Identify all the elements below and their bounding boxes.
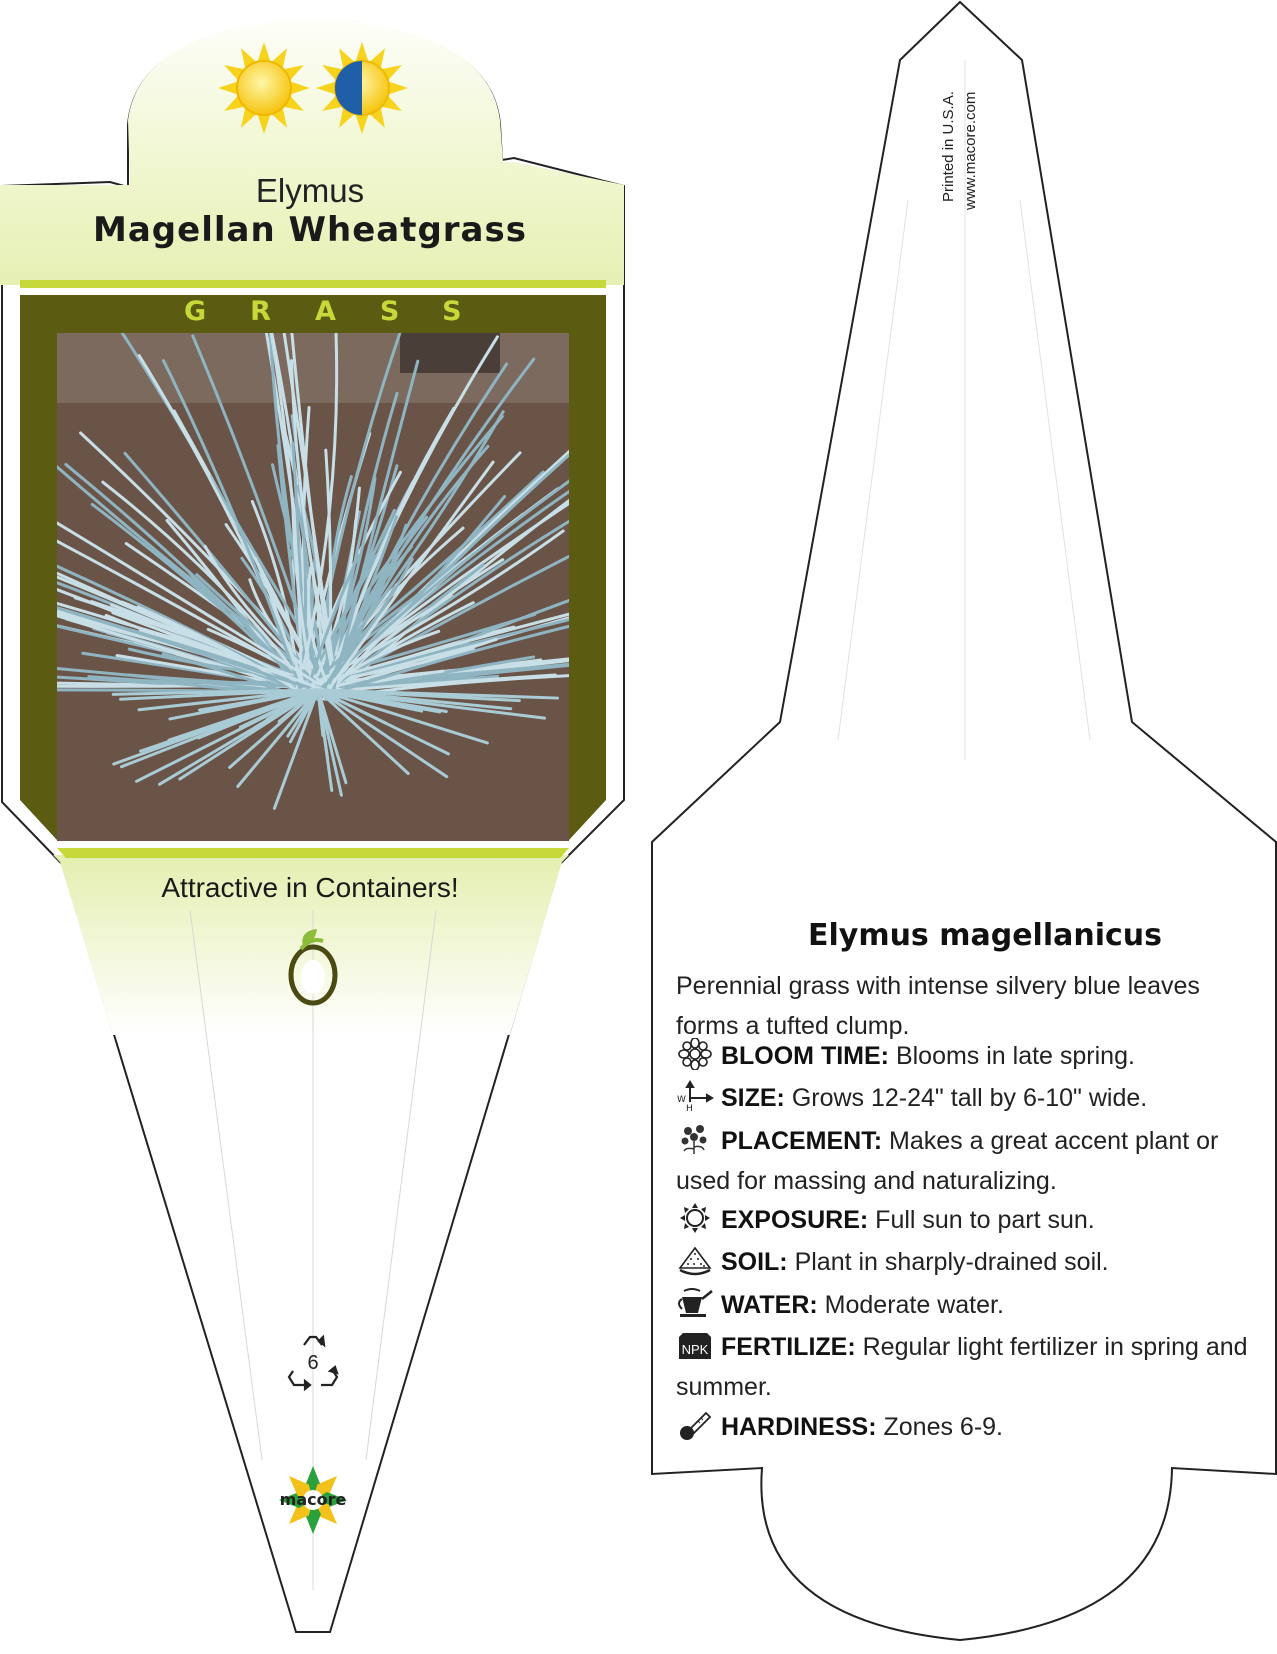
npk-icon bbox=[676, 1329, 714, 1361]
attribute-text: Makes a great accent plant or used for massing and naturalizing. bbox=[676, 1127, 1219, 1195]
print-info bbox=[940, 50, 979, 210]
attr-soil bbox=[676, 1242, 1250, 1282]
attribute-label: SOIL: bbox=[720, 1248, 788, 1276]
placement-flower-icon bbox=[676, 1123, 714, 1155]
brand-name: macore bbox=[279, 1490, 347, 1509]
printed-in: Printed in U.S.A. bbox=[940, 91, 957, 202]
attribute-label: FERTILIZE: bbox=[720, 1333, 856, 1361]
attribute-label: WATER: bbox=[720, 1291, 818, 1319]
size-arrows-icon bbox=[676, 1080, 714, 1112]
attribute-label: EXPOSURE: bbox=[720, 1206, 869, 1234]
attribute-label: BLOOM TIME: bbox=[720, 1042, 889, 1070]
website: www.macore.com bbox=[962, 91, 979, 210]
attr-size bbox=[676, 1078, 1250, 1118]
description: Perennial grass with intense silvery blue leaves forms a tufted clump. bbox=[676, 972, 1200, 1040]
attribute-label: PLACEMENT: bbox=[720, 1127, 883, 1155]
attribute-label: SIZE: bbox=[720, 1084, 785, 1112]
attribute-text: Regular light fertilizer in spring and summer. bbox=[676, 1333, 1248, 1401]
common-name: Magellan Wheatgrass bbox=[93, 210, 527, 250]
svg-text:H: H bbox=[686, 1104, 693, 1112]
attribute-text: Plant in sharply-drained soil. bbox=[794, 1248, 1109, 1276]
watering-can-icon bbox=[676, 1287, 714, 1319]
attr-water bbox=[676, 1285, 1250, 1325]
attribute-text: Full sun to part sun. bbox=[875, 1206, 1095, 1234]
attr-placement bbox=[676, 1121, 1250, 1201]
attribute-text: Blooms in late spring. bbox=[895, 1042, 1135, 1070]
tagline: Attractive in Containers! bbox=[161, 872, 459, 903]
attr-bloom-time bbox=[676, 1036, 1250, 1076]
plant-category: GRASS bbox=[184, 296, 506, 327]
attr-fertilize bbox=[676, 1327, 1250, 1407]
thermometer-icon bbox=[676, 1409, 714, 1441]
svg-text:W: W bbox=[677, 1095, 686, 1105]
sun-icon bbox=[676, 1202, 714, 1234]
attribute-text: Grows 12-24" tall by 6-10" wide. bbox=[791, 1084, 1148, 1112]
attr-hardiness bbox=[676, 1407, 1250, 1447]
attribute-text: Zones 6-9. bbox=[883, 1413, 1003, 1441]
recycle-code: 6 bbox=[307, 1352, 319, 1374]
soil-icon bbox=[676, 1244, 714, 1276]
scientific-name: Elymus magellanicus bbox=[807, 918, 1163, 953]
npk-label: NPK bbox=[681, 1342, 709, 1357]
flower-icon bbox=[676, 1038, 714, 1070]
attr-exposure bbox=[676, 1200, 1250, 1240]
genus-name: Elymus bbox=[255, 172, 365, 209]
attribute-label: HARDINESS: bbox=[720, 1413, 877, 1441]
attribute-text: Moderate water. bbox=[824, 1291, 1004, 1319]
